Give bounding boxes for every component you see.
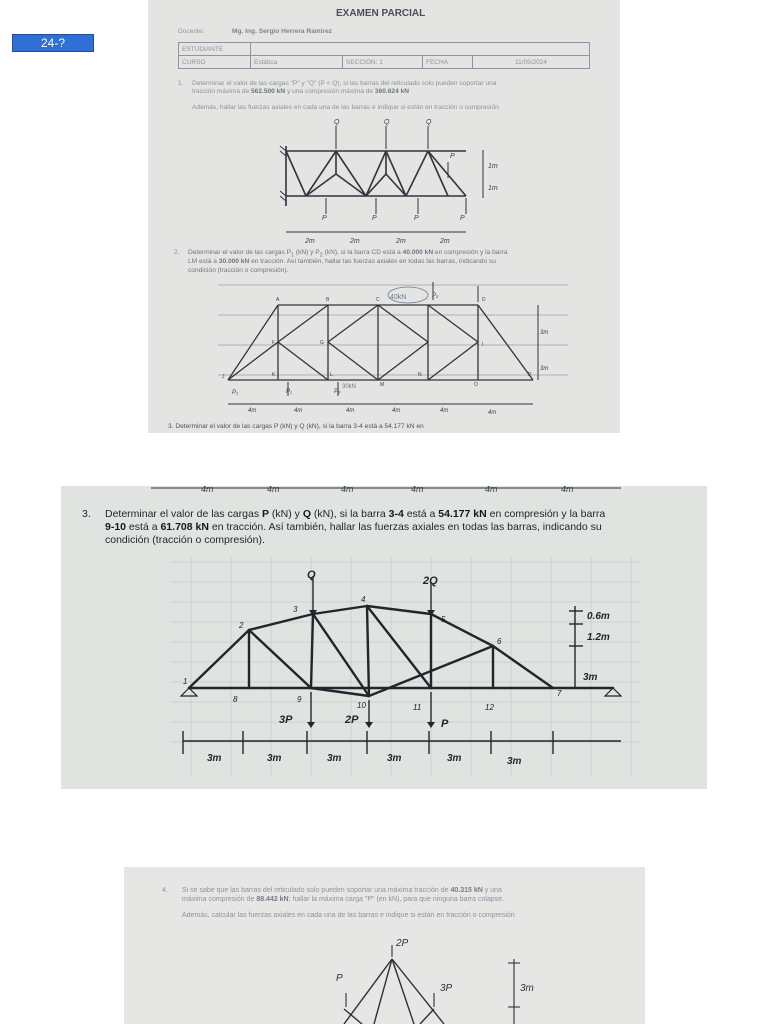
q2-load-p2-top: P₂ xyxy=(432,293,439,299)
q3-node-6: 6 xyxy=(497,637,502,646)
q2-span-1: 4m xyxy=(248,408,257,414)
exam-photo-question-3 xyxy=(61,486,707,789)
top-span-1: 4m xyxy=(201,486,214,494)
q3-node-4: 4 xyxy=(361,595,366,604)
q1-load-q-1: Q xyxy=(334,119,340,126)
q1-height-2: 1m xyxy=(488,185,498,192)
q2-node-i: I xyxy=(482,342,484,348)
q3-span-6: 3m xyxy=(507,756,522,767)
docente-label: Docente: xyxy=(178,28,205,35)
q2-line-3: condición (tracción o compresión). xyxy=(188,267,289,274)
q2-node-k: K xyxy=(272,372,276,378)
exam-photo-page-1 xyxy=(148,0,620,433)
q2-line-2: LM está a 30.000 kN en tracción. Así también, hallar las fuerzas axiales en todas las barras, indicando su xyxy=(188,258,496,265)
q3-node-7: 7 xyxy=(557,689,562,698)
q3-load-3p: 3P xyxy=(279,714,293,726)
q3-node-11: 11 xyxy=(413,703,422,712)
fecha-label: FECHA xyxy=(423,56,473,69)
q2-node-f: F xyxy=(272,340,276,346)
q1-load-p-4: P xyxy=(460,215,465,222)
q2-node-p: P xyxy=(528,372,532,378)
q2-annotation-40kn: 40kN xyxy=(390,294,407,301)
q3-line-1: Determinar el valor de las cargas P (kN) y Q (kN), si la barra 3-4 está a 54.177 kN en compresión y la barra xyxy=(105,508,606,520)
q3-load-q: Q xyxy=(307,569,316,581)
q2-span-2: 4m xyxy=(294,408,303,414)
estudiante-label: ESTUDIANTE xyxy=(179,43,251,56)
q1-number: 1. xyxy=(178,80,184,87)
exam-photo-question-4 xyxy=(124,867,645,1024)
q3-span-1: 3m xyxy=(207,753,222,764)
q4-truss-diagram xyxy=(124,867,645,1024)
q3-span-4: 3m xyxy=(387,753,402,764)
q1-span-3: 2m xyxy=(396,238,406,245)
q2-node-d: D xyxy=(482,297,486,303)
q3-node-8: 8 xyxy=(233,695,238,704)
q3-cut-line: 3. Determinar el valor de las cargas P (kN) y Q (kN), si la barra 3-4 está a 54.177 kN en xyxy=(168,423,424,430)
docente-name: Mg. Ing. Sergio Herrera Ramirez xyxy=(232,28,333,35)
q1-height-1: 1m xyxy=(488,163,498,170)
fecha-value: 11/05/2024 xyxy=(473,56,590,69)
page-number-badge: 24-? xyxy=(12,34,94,52)
q2-node-l: L xyxy=(330,372,333,378)
q1-load-p-side: P xyxy=(450,153,455,160)
q2-height-2: 3m xyxy=(540,366,549,372)
q2-line-1: Determinar el valor de las cargas $P_1$ (kN) y $P_2$ (kN), si la barra CD está a 40.000 kN en compresión y la barra xyxy=(188,249,508,259)
q2-node-a: A xyxy=(276,297,280,303)
q3-node-12: 12 xyxy=(485,703,494,712)
q4-load-2p: 2P xyxy=(396,938,409,949)
q1-load-p-2: P xyxy=(372,215,377,222)
q3-node-10: 10 xyxy=(357,701,366,710)
exam-title: EXAMEN PARCIAL xyxy=(336,8,426,19)
q3-load-2q: 2Q xyxy=(423,575,438,587)
q2-span-3: 4m xyxy=(346,408,355,414)
q2-annotation-30kn: 30kN xyxy=(342,384,357,390)
q1-load-q-2: Q xyxy=(384,119,390,126)
q2-number: 2. xyxy=(174,249,180,256)
seccion-value: 1 xyxy=(379,58,383,66)
q4-height-3m: 3m xyxy=(520,983,534,994)
q2-height-1: 3m xyxy=(540,330,549,336)
top-span-6: 4m xyxy=(561,486,574,494)
q2-span-6: 4m xyxy=(488,410,497,416)
q1-load-q-3: Q xyxy=(426,119,432,126)
q3-node-3: 3 xyxy=(293,605,298,614)
q3-line-3: condición (tracción o compresión). xyxy=(105,534,265,546)
q2-node-o: O xyxy=(474,382,478,388)
q3-height-12: 1.2m xyxy=(587,632,610,643)
q2-span-5: 4m xyxy=(440,408,449,414)
q2-node-m: M xyxy=(380,382,385,388)
q2-node-g: G xyxy=(320,340,324,346)
q3-load-2p: 2P xyxy=(345,714,359,726)
q2-load-p1-left: P₁ xyxy=(232,390,238,396)
q3-span-3: 3m xyxy=(327,753,342,764)
q1-load-p-1: P xyxy=(322,215,327,222)
q3-node-2: 2 xyxy=(239,621,244,630)
q3-number: 3. xyxy=(82,508,91,520)
q4-line-1: Si se sabe que las barras del reticulado solo pueden soportar una máxima tracción de 40.315 kN y una xyxy=(182,887,502,894)
q3-node-1: 1 xyxy=(183,677,188,686)
q3-height-3: 3m xyxy=(583,672,598,683)
q3-span-2: 3m xyxy=(267,753,282,764)
q4-line-2: máxima compresión de 88.442 kN; hallar la máxima carga "P" (en kN), para que ninguna barra colapse. xyxy=(182,896,505,903)
q3-height-06: 0.6m xyxy=(587,611,610,622)
q2-node-n: N xyxy=(418,372,422,378)
q3-grid-paper xyxy=(171,556,641,776)
q2-load-p2-lower: P₂ xyxy=(334,389,341,395)
q3-node-5: 5 xyxy=(441,615,446,624)
q1-line-2: tracción máxima de 562.500 kN y una compresión máxima de 360.624 kN xyxy=(192,88,410,95)
q1-span-1: 2m xyxy=(305,238,315,245)
top-span-5: 4m xyxy=(485,486,498,494)
q4-line-3: Además, calcular las fuerzas axiales en cada una de las barras e indique si están en tracción o compresión xyxy=(182,912,515,919)
curso-label: CURSO xyxy=(179,56,251,69)
top-span-2: 4m xyxy=(267,486,280,494)
seccion-label: SECCIÓN: xyxy=(346,58,378,66)
q2-node-b: B xyxy=(326,297,330,303)
q3-load-p: P xyxy=(441,718,449,730)
q1-span-2: 2m xyxy=(350,238,360,245)
q3-line-2: 9-10 está a 61.708 kN en tracción. Así también, hallar las fuerzas axiales en todas las barras, indicando su xyxy=(105,521,602,533)
q2-span-4: 4m xyxy=(392,408,401,414)
q2-load-p1: P₁ xyxy=(286,389,292,395)
q4-load-3p: 3P xyxy=(440,983,453,994)
q1-load-p-3: P xyxy=(414,215,419,222)
q2-node-j: J xyxy=(222,374,225,380)
q1-line-3: Además, hallar las fuerzas axiales en cada una de las barras e indique si están en tracción o compresión xyxy=(192,104,499,111)
q2-truss-diagram xyxy=(148,0,620,433)
q1-line-1: Determinar el valor de las cargas "P" y "Q" (P < Q), si las barras del reticulado solo pueden soportar una xyxy=(192,80,497,87)
top-span-3: 4m xyxy=(341,486,354,494)
q3-truss-diagram xyxy=(61,486,707,789)
q4-load-p: P xyxy=(336,973,343,984)
q3-span-5: 3m xyxy=(447,753,462,764)
q4-number: 4. xyxy=(162,887,168,894)
top-span-4: 4m xyxy=(411,486,424,494)
q1-span-4: 2m xyxy=(440,238,450,245)
q2-node-c: C xyxy=(376,297,380,303)
q3-node-9: 9 xyxy=(297,695,302,704)
curso-value: Estática xyxy=(251,56,343,69)
